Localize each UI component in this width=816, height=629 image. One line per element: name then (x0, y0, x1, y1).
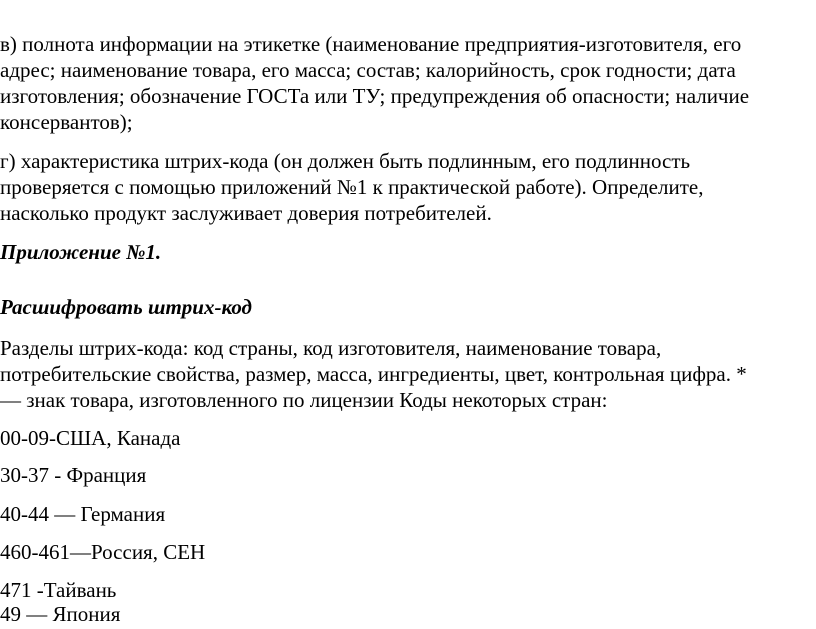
decode-barcode-title: Расшифровать штрих-код (0, 295, 252, 319)
paragraph-barcode-characteristic: г) характеристика штрих-кода (он должен быть подлинным, его подлинность проверяется с помощью приложений №1 к практической работе). Определите, насколько продукт заслуживает доверия потребителей. (0, 149, 704, 225)
country-code-item: 40-44 — Германия (0, 502, 166, 526)
appendix-title: Приложение №1. (0, 240, 162, 264)
barcode-sections-text: Разделы штрих-кода: код страны, код изготовителя, наименование товара, потребительские свойства, размер, масса, ингредиенты, цвет, контрольная цифра. * — знак товара, изготовленного по лицензии Коды некоторых стран: (0, 336, 747, 412)
country-code-item: 460-461—Россия, СЕН (0, 540, 206, 564)
country-code-item: 00-09-США, Канада (0, 426, 181, 450)
country-code-item: 471 -Тайвань (0, 578, 117, 602)
paragraph-label-info: в) полнота информации на этикетке (наименование предприятия-изготовителя, его адрес; наименование товара, его масса; состав; калорийность, срок годности; дата изготовления; обозначение ГОСТа или ТУ; предупреждения об опасности; наличие консервантов); (0, 32, 750, 134)
country-code-item: 30-37 - Франция (0, 463, 147, 487)
country-code-item: 49 — Япония (0, 602, 121, 626)
